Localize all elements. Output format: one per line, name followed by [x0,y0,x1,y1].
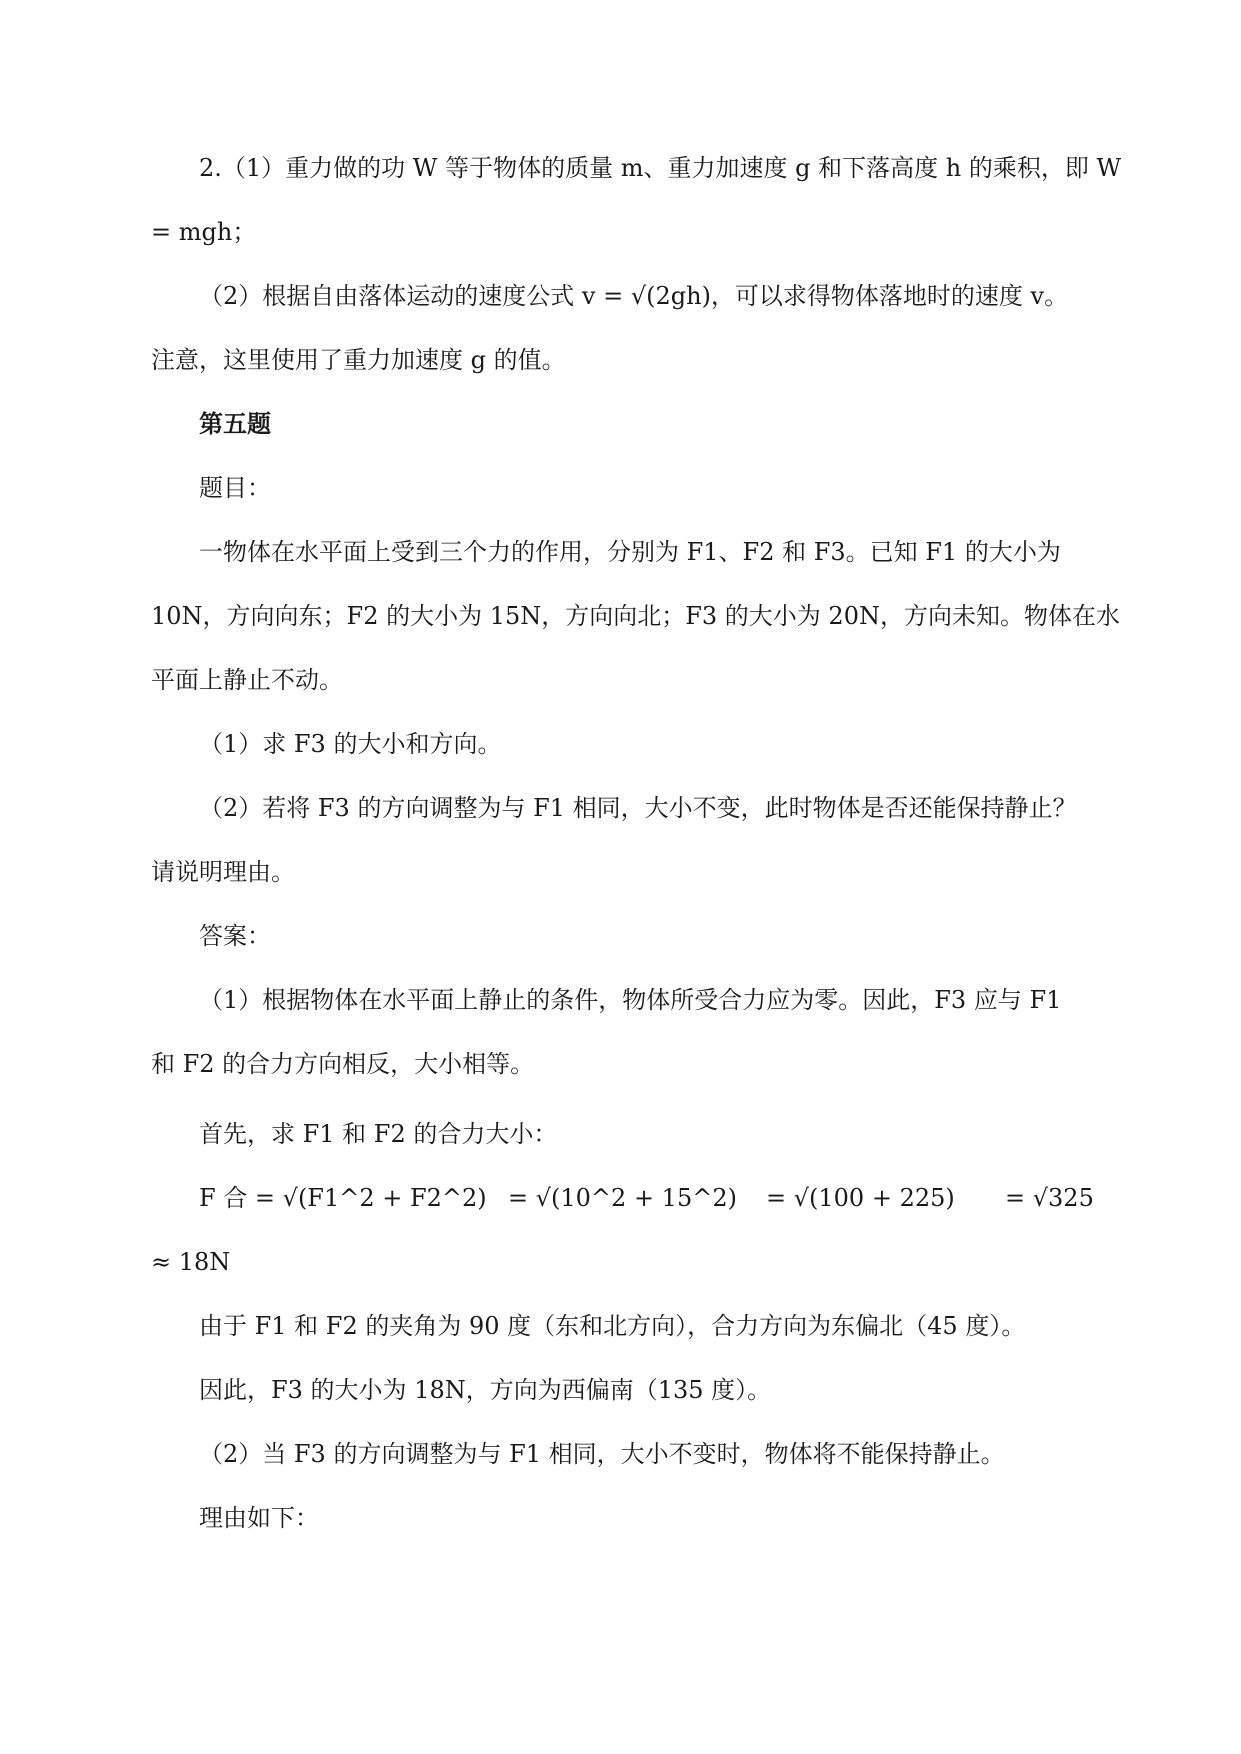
question-line1: 一物体在水平面上受到三个力的作用，分别为 F1、F2 和 F3。已知 F1 的大小为 [199,538,1061,566]
section-heading: 第五题 [199,409,271,438]
question-label: 题目： [199,474,271,502]
answer-2-statement: （2）当 F3 的方向调整为与 F1 相同，大小不变时，物体将不能保持静止。 [199,1440,1005,1468]
answer-label: 答案： [199,922,271,950]
subquestion-2-line2: 请说明理由。 [151,858,295,886]
subquestion-1: （1）求 F3 的大小和方向。 [199,730,502,758]
question-line3: 平面上静止不动。 [151,666,343,694]
answer-2-part1-line2: = mgh； [151,218,257,246]
answer-1-line1: （1）根据物体在水平面上静止的条件，物体所受合力应为零。因此，F3 应与 F1 [199,986,1062,1014]
resultant-formula [199,1181,1094,1215]
formula-part-3: = √(100 + 225) [766,1184,955,1212]
question-line2: 10N，方向向东；F2 的大小为 15N，方向向北；F3 的大小为 20N，方向未知。物体在水 [151,602,1120,630]
answer-1-line2: 和 F2 的合力方向相反，大小相等。 [151,1050,535,1078]
answer-2-part2-line2: 注意，这里使用了重力加速度 g 的值。 [151,346,566,374]
angle-explanation: 由于 F1 和 F2 的夹角为 90 度（东和北方向），合力方向为东偏北（45 度）。 [199,1312,1026,1340]
resultant-intro: 首先，求 F1 和 F2 的合力大小： [199,1120,558,1148]
formula-part-1: F 合 = √(F1^2 + F2^2) [199,1184,487,1212]
subquestion-2-line1: （2）若将 F3 的方向调整为与 F1 相同，大小不变，此时物体是否还能保持静止？ [199,794,1077,822]
formula-part-4: = √325 [1005,1184,1094,1212]
formula-part-2: = √(10^2 + 15^2) [508,1184,737,1212]
reason-label: 理由如下： [199,1504,319,1532]
answer-2-part1-line1: 2.（1）重力做的功 W 等于物体的质量 m、重力加速度 g 和下落高度 h 的乘积，即 W [199,154,1122,182]
formula-result: ≈ 18N [151,1248,231,1276]
answer-2-part2-line1: （2）根据自由落体运动的速度公式 v = √(2gh)，可以求得物体落地时的速度 v。 [199,282,1069,310]
f3-conclusion: 因此，F3 的大小为 18N，方向为西偏南（135 度）。 [199,1376,772,1404]
